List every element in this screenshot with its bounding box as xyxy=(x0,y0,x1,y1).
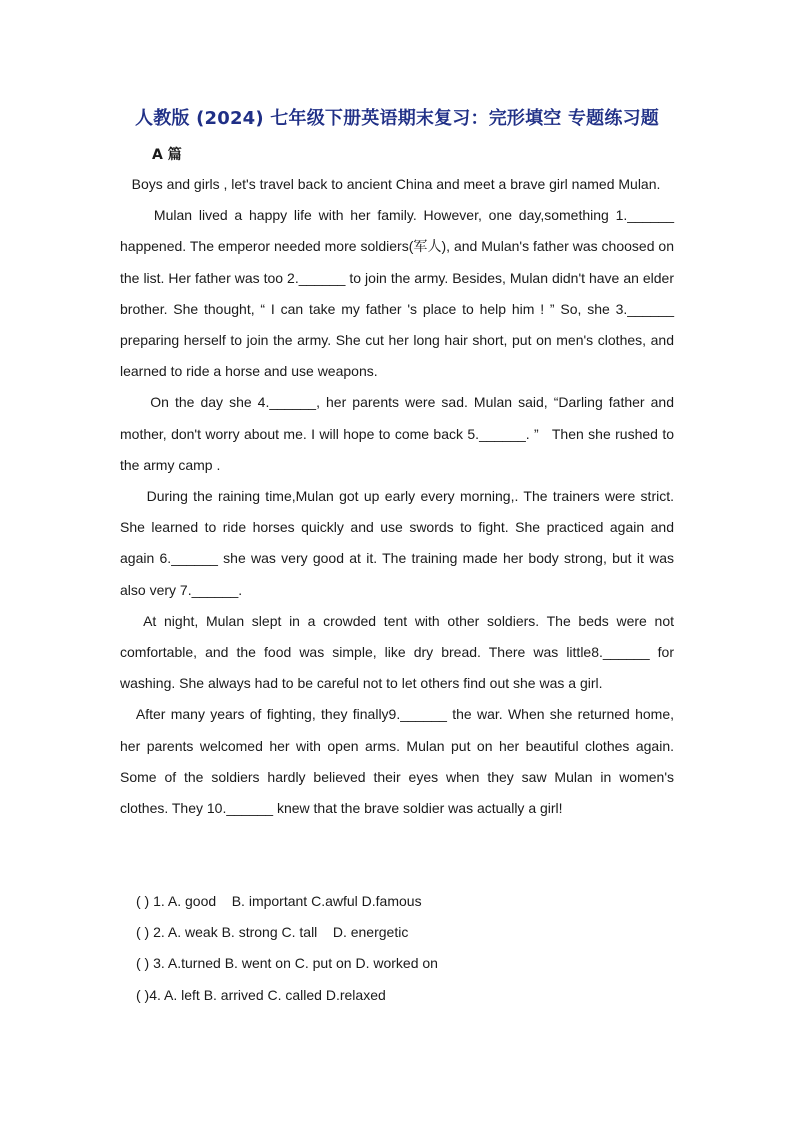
answer-options xyxy=(136,886,676,1011)
passage-paragraph-3: On the day she 4.______, her parents were sad. Mulan said, “Darling father and mother, don't worry about me. I will hope to come back 5.______. ” Then she rushed to the army camp . xyxy=(120,394,674,473)
question-option-2: ( ) 2. A. weak B. strong C. tall D. energetic xyxy=(136,924,409,941)
document-title: 人教版 (2024) 七年级下册英语期末复习：完形填空 专题练习题 xyxy=(135,108,659,129)
question-option-1: ( ) 1. A. good B. important C.awful D.famous xyxy=(136,893,422,909)
passage-paragraph-5: At night, Mulan slept in a crowded tent with other soldiers. The beds were not comfortable, and the food was simple, like dry bread. There was little8.______ for washing. She always had to be careful not to let others find out she was a girl. xyxy=(120,612,674,692)
passage-paragraph-6: After many years of fighting, they finally9.______ the war. When she returned home, her parents welcomed her with open arms. Mulan put on her beautiful clothes again. Some of the soldiers hardly believed their eyes when they saw Mulan in women's clothes. They 10.______ knew that the brave soldier was actually a girl! xyxy=(120,706,674,817)
section-label: A 篇 xyxy=(152,147,182,163)
passage-paragraph-1: Boys and girls , let's travel back to ancient China and meet a brave girl named Mulan. xyxy=(120,176,661,192)
passage-paragraph-2: Mulan lived a happy life with her family. However, one day,something 1.______ happened. The emperor needed more soldiers(军人), and Mulan's father was choosed on the list. Her father was too 2.______ to join the army. Besides, Mulan didn't have an elder brother. She thought, “ I can take my father 's place to help him ! ” So, she 3.______ preparing herself to join the army. She cut her long hair short, put on men's clothes, and learned to ride a horse and use weapons. xyxy=(120,207,674,380)
question-option-3: ( ) 3. A.turned B. went on C. put on D. worked on xyxy=(136,955,438,972)
cloze-passage xyxy=(120,169,674,824)
question-option-4: ( )4. A. left B. arrived C. called D.relaxed xyxy=(136,986,386,1003)
passage-paragraph-4: During the raining time,Mulan got up early every morning,. The trainers were strict. She learned to ride horses quickly and use swords to fight. She practiced again and again 6.______ she was very good at it. The training made her body strong, but it was also very 7.______. xyxy=(120,488,674,598)
